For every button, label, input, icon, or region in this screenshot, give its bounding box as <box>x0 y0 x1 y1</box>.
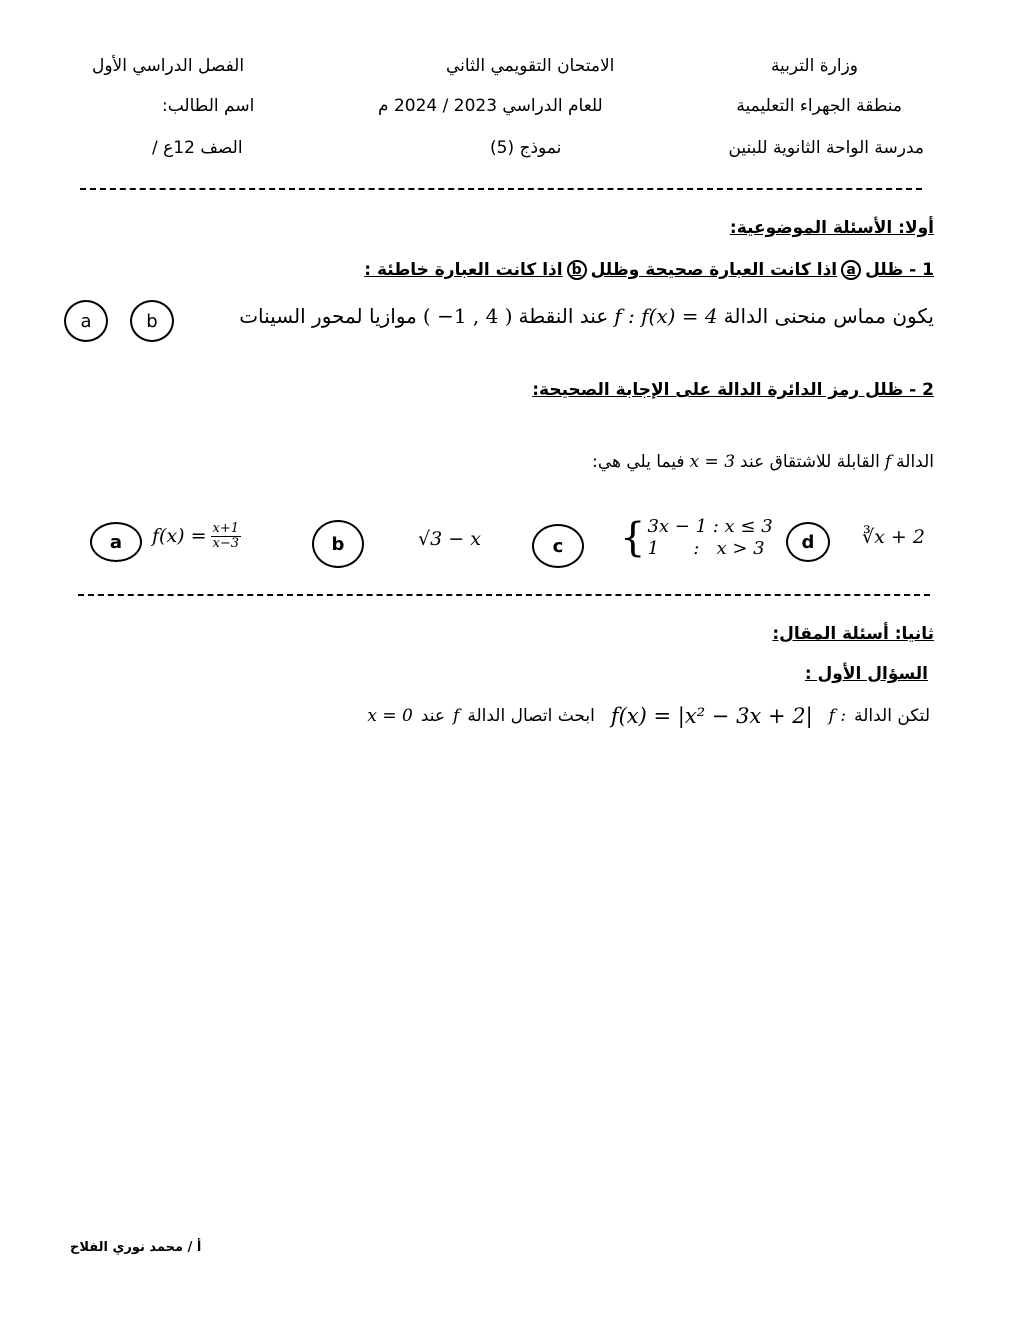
section1-heading: أولا: الأسئلة الموضوعية: <box>729 218 934 238</box>
essay-q-function: f(x) = |x² − 3x + 2| <box>610 704 813 728</box>
model-label: نموذج (5) <box>490 138 562 158</box>
q2-option-c-rows <box>647 516 772 559</box>
q2-option-c-expr <box>620 516 773 559</box>
q2-option-a[interactable]: a <box>90 522 142 562</box>
q2-prompt-mid: القابلة للاشتقاق عند <box>740 452 880 472</box>
grade-label: الصف 12ع / <box>152 138 243 158</box>
exam-title: الامتحان التقويمي الثاني <box>446 56 615 76</box>
essay-q-mid: ابحث اتصال الدالة <box>467 706 595 726</box>
school-label: مدرسة الواحة الثانوية للبنين <box>728 138 924 158</box>
q2-prompt <box>592 452 934 472</box>
q2-option-a-expr <box>152 522 241 550</box>
q2-option-a-denominator: x−3 <box>212 535 240 551</box>
header-divider <box>80 188 922 190</box>
essay-q-f: f : <box>828 706 847 726</box>
essay-question-1 <box>367 704 930 728</box>
q1-statement-end: موازيا لمحور السينات <box>239 304 417 328</box>
q2-option-c[interactable]: c <box>532 524 584 568</box>
q2-option-d-expr: ∛x + 2 <box>862 526 925 548</box>
q2-option-b-expr: √3 − x <box>418 528 481 550</box>
q1-statement-start: يكون مماس منحنى الدالة <box>723 304 934 328</box>
q1-prefix: 1 - ظلل <box>865 260 934 280</box>
piecewise-brace-icon: { <box>620 514 646 561</box>
q2-option-d[interactable]: d <box>786 522 830 562</box>
essay-q-start: لتكن الدالة <box>854 706 930 726</box>
q2-option-a-fraction <box>211 522 242 550</box>
district-label: منطقة الجهراء التعليمية <box>736 96 902 116</box>
q2-option-c-row1: 3x − 1 : x ≤ 3 <box>647 516 773 537</box>
q1-point: ( −1 , 4 ) <box>422 304 513 328</box>
q1-instruction <box>364 260 934 280</box>
q1-mid2: اذا كانت العبارة خاطئة : <box>364 260 563 280</box>
essay-q-at: عند <box>420 706 446 726</box>
teacher-name: أ / محمد نوري الفلاح <box>70 1240 202 1255</box>
ministry-label: وزارة التربية <box>770 56 858 76</box>
q1-statement <box>239 304 934 328</box>
student-name-label: اسم الطالب: <box>162 96 255 116</box>
essay-q-f2: f <box>453 706 460 726</box>
q1-option-b[interactable]: b <box>130 300 174 342</box>
q2-option-c-row2: 1 : x > 3 <box>647 537 765 559</box>
academic-year: للعام الدراسي 2023 / 2024 م <box>378 96 603 116</box>
q2-option-a-lhs: f(x) = <box>152 525 207 548</box>
q1-inline-circle-a: a <box>841 260 861 280</box>
essay-q-point: x = 0 <box>367 706 413 726</box>
term-label: الفصل الدراسي الأول <box>92 56 245 76</box>
q2-option-a-numerator: x+1 <box>212 521 240 536</box>
section-divider <box>78 594 930 596</box>
q2-heading: 2 - ظلل رمز الدائرة الدالة على الإجابة الصحيحة: <box>532 380 934 400</box>
q2-prompt-end: فيما يلي هي: <box>592 452 685 472</box>
q2-prompt-f: f <box>884 452 892 472</box>
q2-prompt-x: x = 3 <box>689 452 736 472</box>
q1-inline-circle-b: b <box>567 260 587 280</box>
q2-prompt-start: الدالة <box>896 452 934 472</box>
q1-point-label: عند النقطة <box>518 304 609 328</box>
q1-function: f : f(x) = 4 <box>614 304 718 328</box>
question1-heading: السؤال الأول : <box>804 664 928 684</box>
q1-mid1: اذا كانت العبارة صحيحة وظلل <box>590 260 838 280</box>
q2-option-b[interactable]: b <box>312 520 364 568</box>
section2-heading: ثانيا: أسئلة المقال: <box>772 624 934 644</box>
q1-option-a[interactable]: a <box>64 300 108 342</box>
